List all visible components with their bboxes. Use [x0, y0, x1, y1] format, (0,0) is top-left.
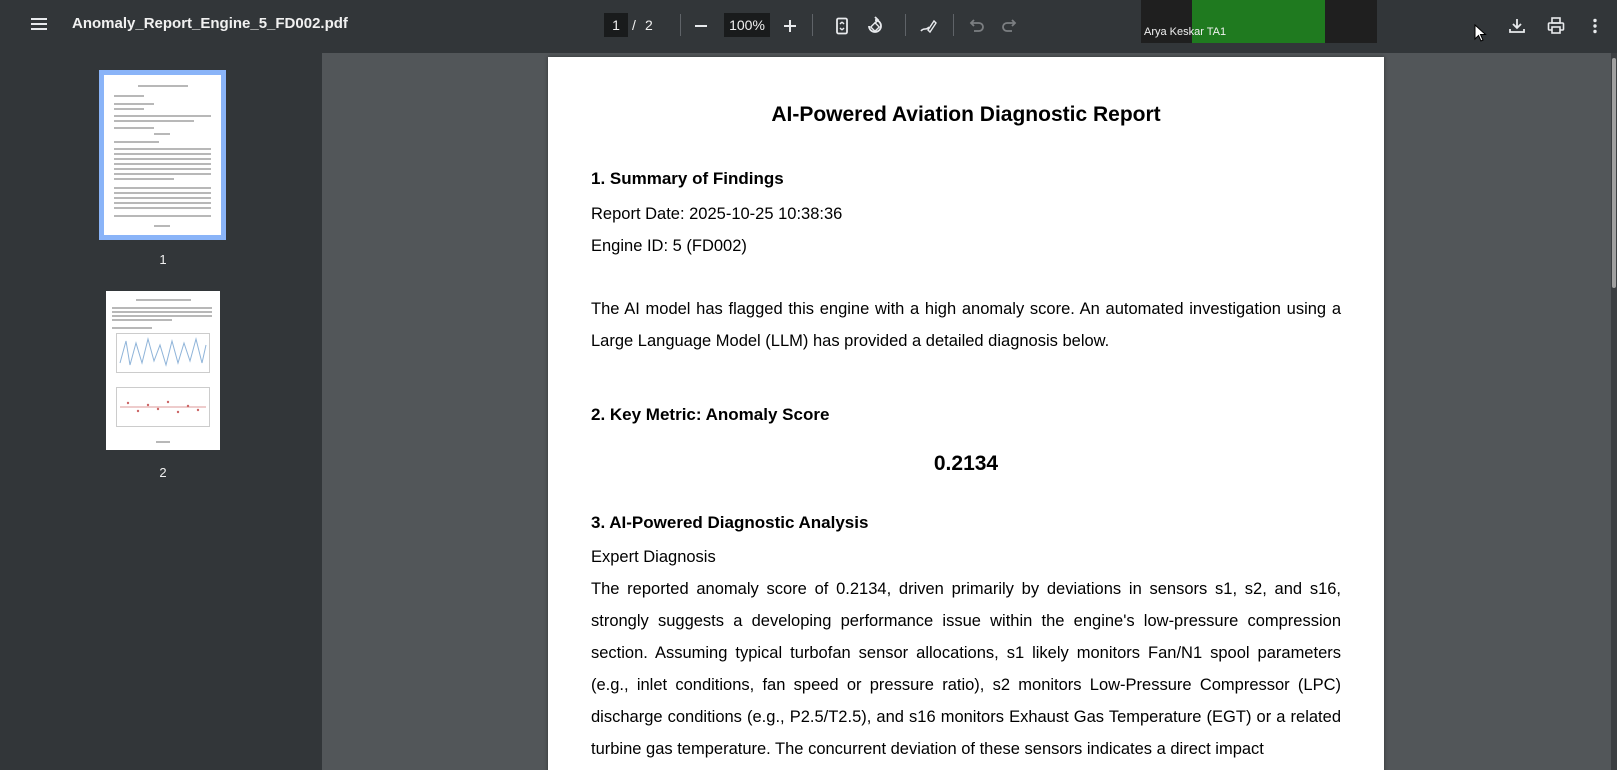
thumbnail-sidebar	[0, 53, 322, 770]
zoom-out-button[interactable]	[688, 13, 714, 39]
expert-diagnosis-label: Expert Diagnosis	[591, 548, 716, 566]
chart-thumbnail	[116, 333, 210, 373]
rotate-icon	[865, 16, 885, 36]
undo-button[interactable]	[963, 13, 989, 39]
rotate-button[interactable]	[862, 13, 888, 39]
page-total: 2	[645, 17, 653, 33]
participant-name: Arya Keskar TA1	[1144, 26, 1227, 38]
section-heading: 1. Summary of Findings	[591, 169, 784, 188]
download-button[interactable]	[1504, 13, 1530, 39]
engine-id: Engine ID: 5 (FD002)	[591, 237, 747, 255]
toolbar-divider	[953, 14, 954, 36]
section-heading: 2. Key Metric: Anomaly Score	[591, 405, 830, 424]
undo-icon	[966, 16, 986, 36]
intro-paragraph: The AI model has flagged this engine with a high anomaly score. An automated investigation using a Large Language Model (LLM) has provided a detailed diagnosis below.	[591, 300, 1341, 350]
fit-page-button[interactable]	[829, 13, 855, 39]
page-thumbnail-2[interactable]	[106, 291, 220, 450]
print-button[interactable]	[1543, 13, 1569, 39]
toolbar-divider	[680, 14, 681, 36]
zoom-in-button[interactable]	[777, 13, 803, 39]
redo-icon	[1000, 16, 1020, 36]
print-icon	[1546, 16, 1566, 36]
plus-icon	[780, 16, 800, 36]
diagnosis-paragraph: The reported anomaly score of 0.2134, driven primarily by deviations in sensors s1, s2, and s16, strongly suggests a developing performance issue within the engine's low-pressure compression section. Assuming typical turbofan sensor allocations, s1 likely monitors Fan/N1 spool parameters (e.g., inlet conditions, fan speed or pressure ratio), s2 monitors Low-Pressure Compressor (LPC) discharge conditions (e.g., P2.5/T2.5), and s16 monitors Exhaust Gas Temperature (EGT) or a related turbine gas temperature. The concurrent deviation of these sensors indicates a direct impact	[591, 580, 1341, 758]
pen-icon	[918, 16, 938, 36]
anomaly-score-value: 0.2134	[933, 452, 999, 475]
pdf-page	[548, 57, 1384, 770]
report-date: Report Date: 2025-10-25 10:38:36	[591, 205, 843, 223]
menu-icon[interactable]	[28, 15, 50, 37]
pdf-toolbar	[0, 0, 1617, 53]
redo-button[interactable]	[997, 13, 1023, 39]
page-thumbnail-1[interactable]	[104, 75, 221, 235]
page-thumbnail-label: 2	[159, 465, 167, 480]
mouse-cursor-icon	[1474, 24, 1488, 47]
more-options-button[interactable]	[1582, 13, 1608, 39]
document-viewer[interactable]	[322, 53, 1617, 770]
more-vert-icon	[1585, 16, 1605, 36]
document-title: Anomaly_Report_Engine_5_FD002.pdf	[72, 15, 348, 32]
toolbar-divider	[905, 14, 906, 36]
download-icon	[1507, 16, 1527, 36]
page-thumbnail-label: 1	[159, 252, 167, 267]
minus-icon	[691, 16, 711, 36]
scrollbar-thumb[interactable]	[1612, 58, 1616, 288]
page-separator: /	[632, 17, 636, 33]
annotate-button[interactable]	[915, 13, 941, 39]
section-heading: 3. AI-Powered Diagnostic Analysis	[591, 513, 869, 532]
chart-thumbnail	[116, 387, 210, 427]
zoom-input[interactable]: 100%	[724, 13, 770, 37]
page-number-input[interactable]: 1	[604, 13, 628, 37]
fit-page-icon	[832, 16, 852, 36]
report-title: AI-Powered Aviation Diagnostic Report	[771, 103, 1161, 126]
toolbar-divider	[812, 14, 813, 36]
